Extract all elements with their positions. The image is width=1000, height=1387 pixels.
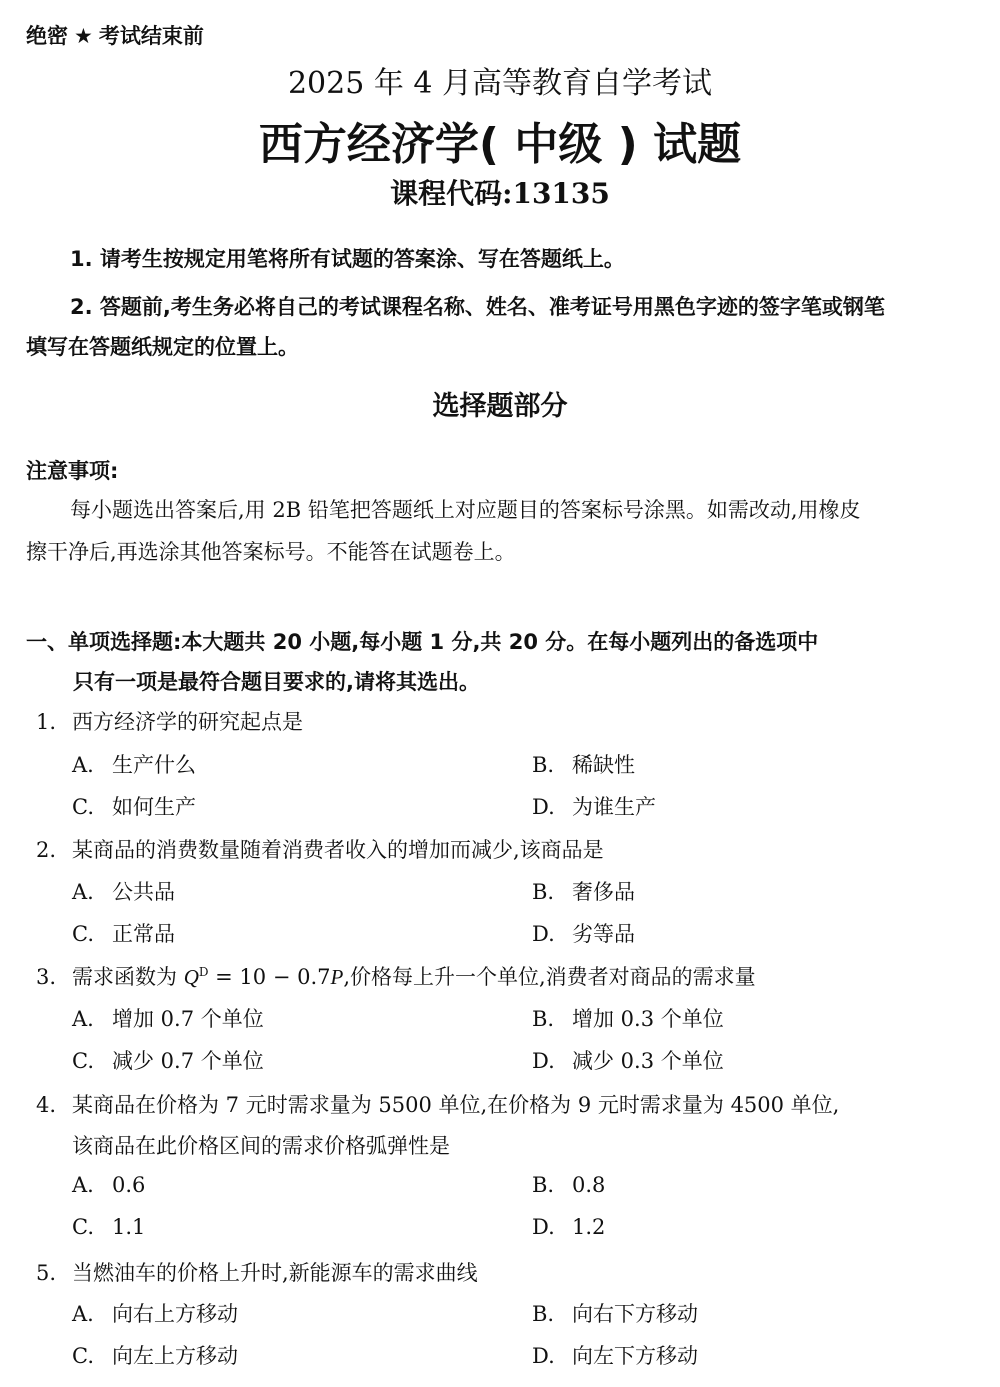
question-1-option-a[interactable]	[72, 749, 196, 779]
math-p: P	[330, 965, 344, 989]
question-text: 某商品的消费数量随着消费者收入的增加而减少,该商品是	[72, 838, 604, 862]
option-text: 1.2	[572, 1215, 606, 1239]
question-4-option-d[interactable]	[532, 1215, 605, 1239]
course-code: 课程代码:13135	[390, 177, 610, 210]
question-3-option-d[interactable]	[532, 1045, 724, 1075]
option-label: B.	[532, 880, 555, 904]
part-one-heading-line2: 只有一项是最符合题目要求的,请将其选出。	[73, 670, 480, 694]
exam-title: 2025 年 4 月高等教育自学考试	[287, 66, 713, 101]
question-5-option-c[interactable]	[72, 1340, 238, 1370]
question-2-stem	[36, 834, 604, 864]
question-5-option-d[interactable]	[532, 1340, 698, 1370]
question-number: 4.	[36, 1093, 57, 1117]
question-number: 1.	[36, 710, 57, 734]
question-4-stem-line2: 该商品在此价格区间的需求价格弧弹性是	[72, 1134, 450, 1158]
confidential-label	[26, 20, 204, 50]
question-3-option-c[interactable]	[72, 1045, 264, 1075]
option-label: C.	[72, 922, 94, 946]
subject-title: 西方经济学( 中级 ) 试题	[258, 119, 742, 170]
question-5-option-b[interactable]	[532, 1298, 698, 1328]
question-1-option-c[interactable]	[72, 791, 196, 821]
question-number: 5.	[36, 1261, 57, 1285]
option-label: D.	[532, 795, 555, 819]
option-label: A.	[72, 1302, 94, 1326]
option-text: 劣等品	[572, 922, 635, 946]
option-text: 为谁生产	[572, 795, 656, 819]
question-2-option-c[interactable]	[72, 918, 175, 948]
question-3-option-a[interactable]	[72, 1003, 264, 1033]
confidential-right: 考试结束前	[98, 24, 204, 48]
math-superscript: D	[198, 965, 209, 979]
option-text: 正常品	[112, 922, 175, 946]
question-4-option-a[interactable]	[72, 1173, 145, 1197]
option-text: 如何生产	[112, 795, 196, 819]
option-label: C.	[72, 1344, 94, 1368]
question-number: 2.	[36, 838, 57, 862]
option-text: 向左上方移动	[112, 1344, 238, 1368]
option-label: C.	[72, 1215, 94, 1239]
option-label: A.	[72, 880, 94, 904]
notes-line2: 擦干净后,再选涂其他答案标号。不能答在试题卷上。	[26, 540, 516, 564]
option-label: D.	[532, 1215, 555, 1239]
option-label: B.	[532, 1173, 555, 1197]
question-text: 西方经济学的研究起点是	[72, 710, 303, 734]
question-text-prefix: 需求函数为	[72, 965, 184, 989]
option-text: 生产什么	[112, 753, 196, 777]
option-label: D.	[532, 1344, 555, 1368]
question-2-option-d[interactable]	[532, 918, 635, 948]
confidential-left: 绝密	[26, 24, 68, 48]
part-one-heading-line1: 一、单项选择题:本大题共 20 小题,每小题 1 分,共 20 分。在每小题列出的备选项中	[26, 630, 819, 654]
section-title: 选择题部分	[432, 391, 568, 422]
option-text: 向右上方移动	[112, 1302, 238, 1326]
question-number: 3.	[36, 965, 57, 989]
option-text: 增加 0.3 个单位	[572, 1007, 724, 1031]
question-4-stem	[36, 1089, 839, 1119]
option-label: B.	[532, 753, 555, 777]
option-text: 增加 0.7 个单位	[112, 1007, 264, 1031]
option-text: 0.8	[572, 1173, 606, 1197]
question-1-stem	[36, 706, 303, 736]
option-label: B.	[532, 1007, 555, 1031]
option-text: 减少 0.7 个单位	[112, 1049, 264, 1073]
question-text: 当燃油车的价格上升时,新能源车的需求曲线	[72, 1261, 478, 1285]
option-label: A.	[72, 1173, 94, 1197]
question-3-option-b[interactable]	[532, 1003, 724, 1033]
question-4-option-c[interactable]	[72, 1215, 145, 1239]
question-4-option-b[interactable]	[532, 1173, 605, 1197]
option-label: B.	[532, 1302, 555, 1326]
question-1-option-b[interactable]	[532, 749, 635, 779]
question-text-line1: 某商品在价格为 7 元时需求量为 5500 单位,在价格为 9 元时需求量为 4500 单位,	[72, 1093, 840, 1117]
question-2-option-a[interactable]	[72, 876, 175, 906]
option-label: A.	[72, 753, 94, 777]
math-q: Q	[183, 965, 199, 989]
star-icon: ★	[74, 24, 93, 48]
option-text: 1.1	[112, 1215, 146, 1239]
notes-line1: 每小题选出答案后,用 2B 铅笔把答题纸上对应题目的答案标号涂黑。如需改动,用橡皮	[70, 498, 861, 522]
option-text: 减少 0.3 个单位	[572, 1049, 724, 1073]
question-1-option-d[interactable]	[532, 791, 656, 821]
option-label: D.	[532, 922, 555, 946]
question-5-option-a[interactable]	[72, 1298, 238, 1328]
option-text: 向左下方移动	[572, 1344, 698, 1368]
question-3-stem	[36, 961, 756, 991]
option-text: 向右下方移动	[572, 1302, 698, 1326]
option-text: 稀缺性	[572, 753, 635, 777]
option-text: 0.6	[112, 1173, 146, 1197]
math-equation: = 10 − 0.7	[208, 965, 331, 989]
notes-label: 注意事项:	[26, 459, 119, 483]
option-label: C.	[72, 1049, 94, 1073]
instruction-2-line1: 2. 答题前,考生务必将自己的考试课程名称、姓名、准考证号用黑色字迹的签字笔或钢笔	[70, 295, 885, 319]
question-text-suffix: ,价格每上升一个单位,消费者对商品的需求量	[343, 965, 756, 989]
instruction-2-line2: 填写在答题纸规定的位置上。	[26, 335, 299, 359]
option-label: C.	[72, 795, 94, 819]
question-2-option-b[interactable]	[532, 876, 635, 906]
option-label: D.	[532, 1049, 555, 1073]
instruction-1: 1. 请考生按规定用笔将所有试题的答案涂、写在答题纸上。	[70, 247, 625, 271]
option-text: 奢侈品	[572, 880, 635, 904]
option-text: 公共品	[112, 880, 175, 904]
option-label: A.	[72, 1007, 94, 1031]
question-5-stem	[36, 1257, 478, 1287]
